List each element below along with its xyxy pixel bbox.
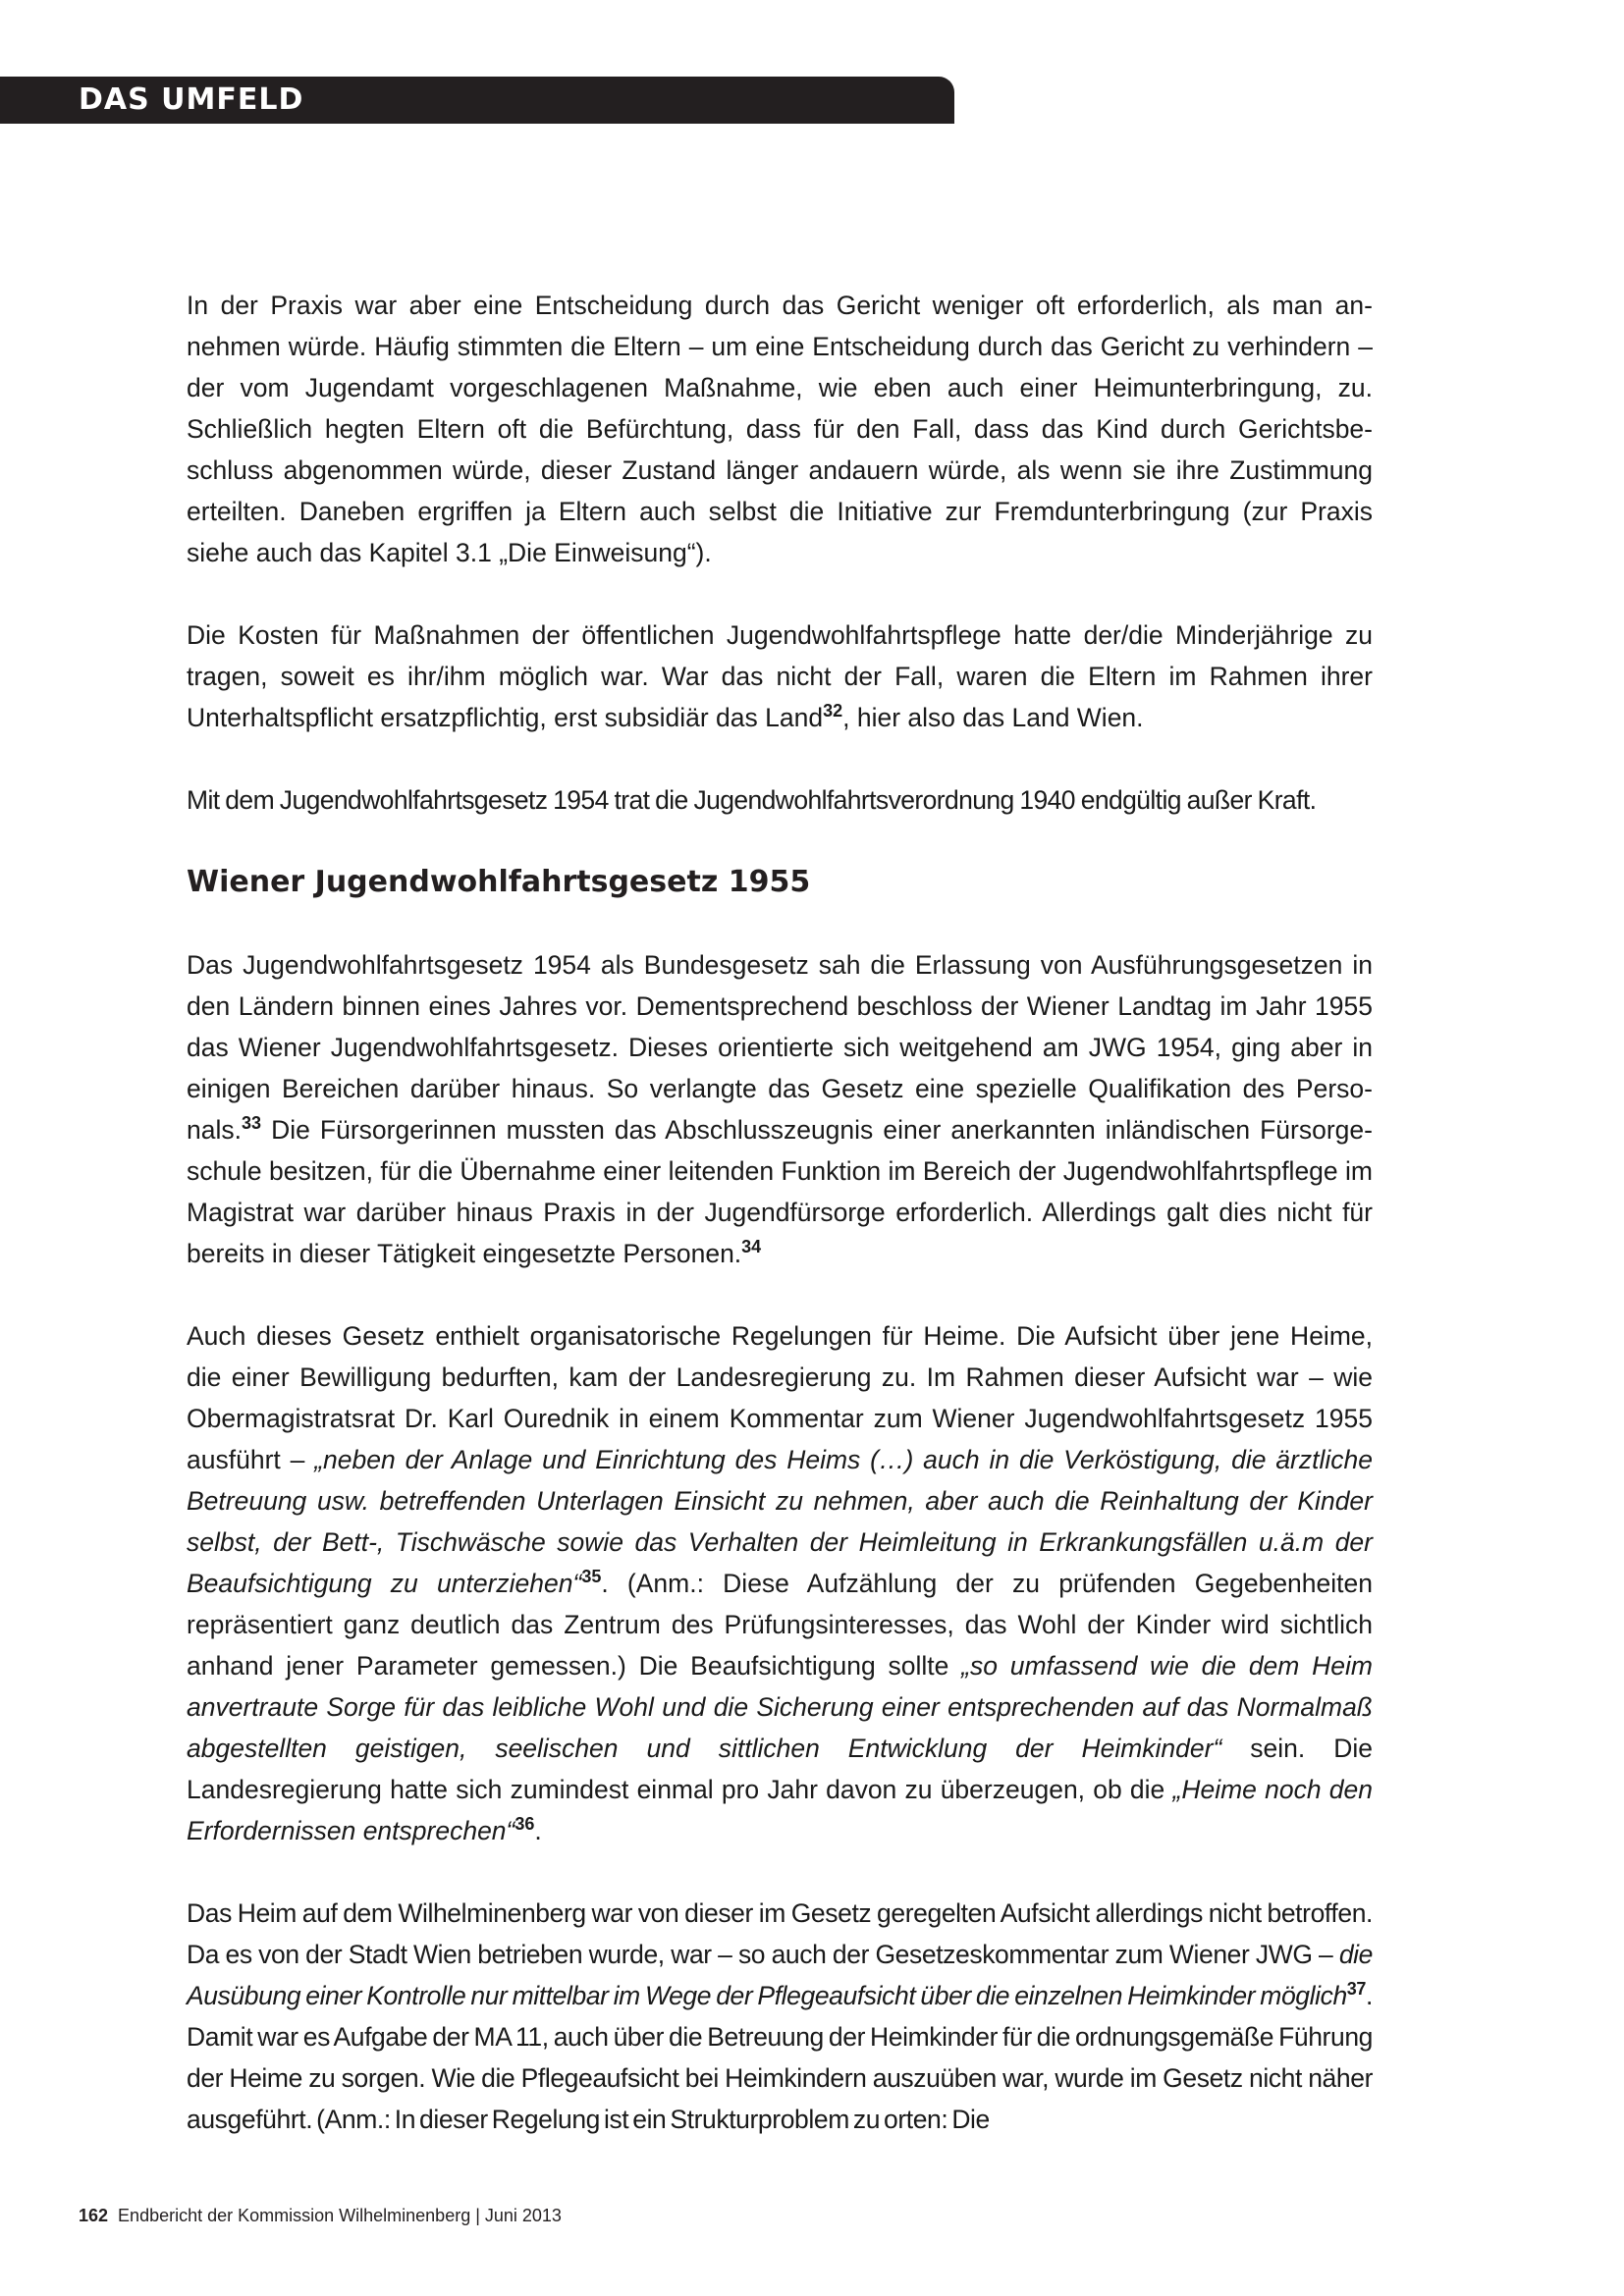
footnote-ref[interactable]: 34 — [741, 1237, 762, 1256]
paragraph-text: Mit dem Jugendwohlfahrtsgesetz 1954 trat die Jugendwohlfahrtsverordnung 1940 endgültig außer Kraft. — [187, 785, 1317, 815]
paragraph-text: . (Anm.: Diese Aufzählung der zu prüfenden Gegebenheiten repräsentiert ganz deutlich das Zentrum des Prüfungsinteresses, das Wohl der Kinder wird sichtlich anhand jener Parameter gemessen.) Die Beaufsichtigung sollte — [187, 1569, 1374, 1681]
paragraph-text: sein. Die Landesregierung hatte sich zumindest einmal pro Jahr davon zu überzeugen, ob die — [187, 1734, 1373, 1804]
paragraph-text: . Damit war es Aufgabe der MA 11, auch über die Betreuung der Heimkinder für die ordnungsgemäße Führung der Heime zu sorgen. Wie die Pflegeaufsicht bei Heimkindern auszuüben war, wurde im Gesetz nicht näher ausgeführt. (Anm.: In dieser Regelung ist ein Strukturproblem zu orten: Die — [187, 1981, 1373, 2134]
paragraph-heimaufsicht — [187, 1315, 1373, 1851]
paragraph-text: , hier also das Land Wien. — [842, 703, 1144, 732]
paragraph-wilhelminenberg — [187, 1893, 1373, 2140]
paragraph-bundesgesetz — [187, 944, 1373, 1274]
footnote-ref[interactable]: 36 — [514, 1814, 535, 1834]
page-body — [187, 285, 1373, 2181]
footnote-ref[interactable]: 33 — [241, 1113, 262, 1133]
section-heading: Wiener Jugendwohlfahrtsgesetz 1955 — [187, 865, 811, 899]
paragraph-text: Die Fürsorgerinnen mussten das Abschlusszeugnis einer anerkannten inländischen Fürsorgeschule besitzen, für die Übernahme einer leitenden Funktion im Bereich der Jugendwohlfahrtspflege im Magistrat war darüber hinaus Praxis in der Jugendfürsorge erforderlich. Allerdings galt dies nicht für bereits in dieser Tätigkeit eingesetzte Personen. — [187, 1115, 1373, 1268]
quotation: „neben der Anlage und Einrichtung des Heims (…) auch in die Verköstigung, die ärztliche Betreuung usw. betreffenden Unterlagen Einsicht zu nehmen, aber auch die Reinhaltung der Kinder selbst, der Bett-, Tischwäsche sowie das Verhalten der Heimleitung in Erkrankungsfällen u.ä.m der Beaufsichtigung zu unterziehen“ — [187, 1445, 1373, 1598]
quotation: die Ausübung einer Kontrolle nur mittelbar im Wege der Pflegeaufsicht über die einzelnen Heimkinder möglich — [187, 1940, 1373, 2010]
paragraph-text: Das Jugendwohlfahrtsgesetz 1954 als Bundesgesetz sah die Erlassung von Ausführungsgesetzen in den Ländern binnen eines Jahres vor. Dementsprechend beschloss der Wiener Landtag im Jahr 1955 das Wiener Jugendwohlfahrtsgesetz. Dieses orientierte sich weitgehend am JWG 1954, ging aber in einigen Bereichen darüber hinaus. So verlangte das Gesetz eine spezielle Qualifikation des Personals. — [187, 950, 1373, 1145]
quotation: „Heime noch den Erfordernissen entsprechen“ — [187, 1775, 1373, 1845]
paragraph-ausser-kraft — [187, 779, 1373, 821]
section-header-title: DAS UMFELD — [79, 82, 304, 117]
footnote-ref[interactable]: 37 — [1346, 1979, 1367, 1999]
quotation: „so umfassend wie die dem Heim anvertraute Sorge für das leibliche Wohl und die Sicherung einer entsprechenden auf das Normalmaß abgestellten geistigen, seelischen und sittlichen Entwicklung der Heimkinder“ — [187, 1651, 1373, 1763]
page-number: 162 — [79, 2206, 109, 2225]
paragraph-kosten — [187, 614, 1373, 738]
footnote-ref[interactable]: 35 — [581, 1567, 602, 1586]
publication-title: Endbericht der Kommission Wilhelminenberg | Juni 2013 — [118, 2206, 562, 2225]
paragraph-text: Das Heim auf dem Wilhelminenberg war von dieser im Gesetz geregelten Aufsicht allerdings nicht betroffen. Da es von der Stadt Wien betrieben wurde, war – so auch der Gesetzeskommentar zum Wiener JWG – — [187, 1898, 1373, 1969]
paragraph-text: Die Kosten für Maßnahmen der öffentlichen Jugendwohlfahrtspflege hatte der/die Minderjährige zu tragen, soweit es ihr/ihm möglich war. War das nicht der Fall, waren die Eltern im Rahmen ihrer Unterhaltspflicht ersatzpflichtig, erst subsidiär das Land — [187, 620, 1373, 732]
paragraph-text: Auch dieses Gesetz enthielt organisatorische Regelungen für Heime. Die Aufsicht über jene Heime, die einer Bewilligung bedurften, kam der Landesregierung zu. Im Rahmen dieser Aufsicht war – wie Obermagistratsrat Dr. Karl Ourednik in einem Kommentar zum Wiener Jugendwohlfahrtsgesetz 1955 ausführt – — [187, 1321, 1373, 1474]
paragraph-text: . — [534, 1816, 542, 1845]
paragraph-text: In der Praxis war aber eine Entscheidung durch das Gericht weniger oft erforderlich, als man annehmen würde. Häufig stimmten die Eltern – um eine Entscheidung durch das Gericht zu verhindern – der vom Jugendamt vorgeschlagenen Maßnahme, wie eben auch einer Heimunterbringung, zu. Schließlich hegten Eltern oft die Befürchtung, dass für den Fall, dass das Kind durch Gerichtsbeschluss abgenommen würde, dieser Zustand länger andauern würde, als wenn sie ihre Zustimmung erteilten. Daneben ergriffen ja Eltern auch selbst die Initiative zur Fremdunterbringung (zur Praxis siehe auch das Kapitel 3.1 „Die Einweisung“). — [187, 291, 1373, 567]
footnote-ref[interactable]: 32 — [823, 701, 843, 721]
page-footer — [79, 2205, 562, 2226]
paragraph-praxis — [187, 285, 1373, 573]
